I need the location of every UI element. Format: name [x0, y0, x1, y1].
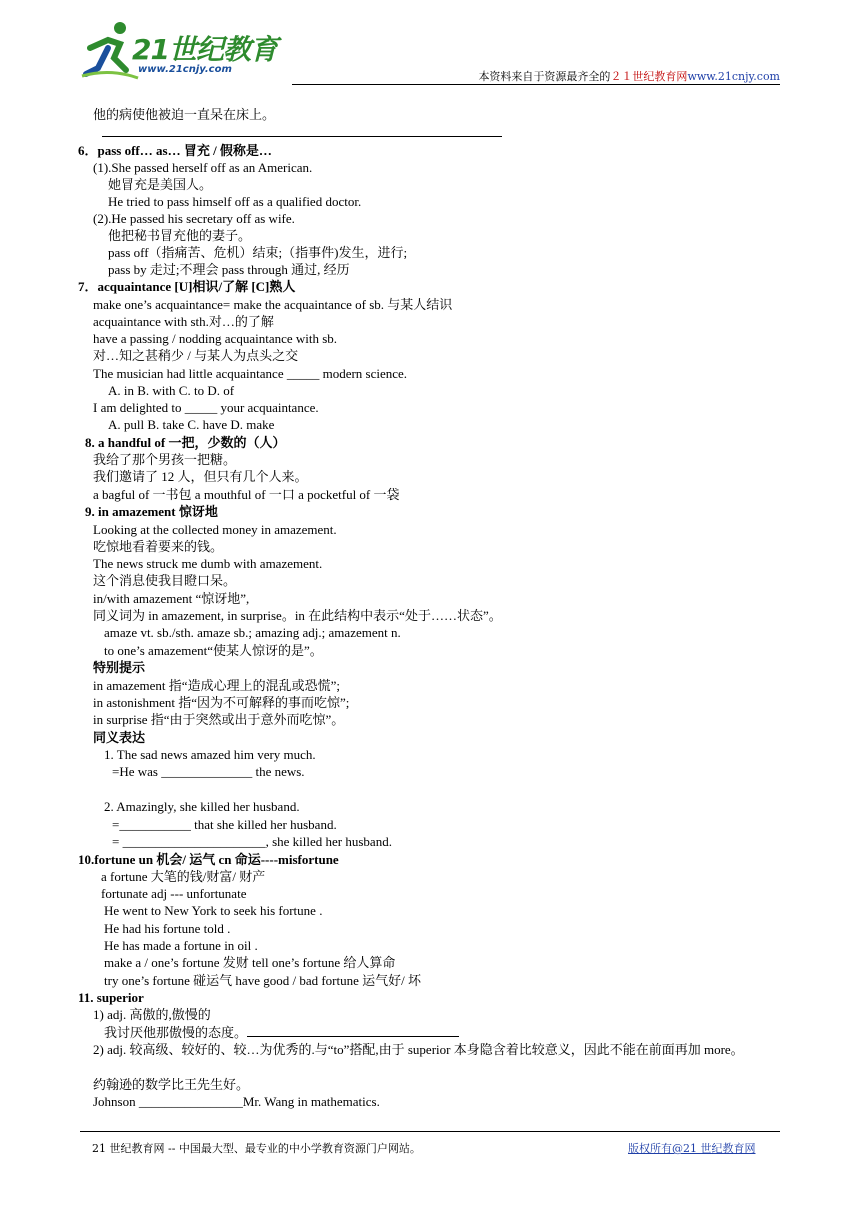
text-line: 他的病使他被迫一直呆在床上。 [93, 107, 276, 122]
options-line: A. in B. with C. to D. of [108, 383, 235, 398]
text-line: 1) adj. 高傲的,傲慢的 [93, 1007, 211, 1022]
text-line: 同义词为 in amazement, in surprise。in 在此结构中表示“处于……状态”。 [93, 608, 502, 623]
text-line: 2) adj. 较高级、较好的、较…为优秀的.与“to”搭配,由于 superior 本身隐含着比较意义，因此不能在前面再加 more。 [93, 1042, 744, 1057]
header-url-link[interactable]: www.21cnjy.com [687, 70, 780, 83]
text-line: (1).She passed herself off as an American. [93, 160, 313, 175]
question-line: Johnson ________________Mr. Wang in mathematics. [93, 1094, 380, 1109]
question-line: = ______________________, she killed her husband. [112, 834, 392, 849]
text-line: have a passing / nodding acquaintance with sb. [93, 331, 338, 346]
runner-logo-icon [80, 18, 140, 84]
question-line: I am delighted to _____ your acquaintance. [93, 400, 319, 415]
footer-copyright-link[interactable]: 版权所有@21 世纪教育网 [628, 1142, 756, 1155]
answer-blank [102, 124, 502, 141]
synonym-heading: 同义表达 [93, 730, 146, 745]
item-8-heading: 8. a handful of 一把，少数的（人） [85, 435, 286, 450]
footer-description: 21 世纪教育网 -- 中国最大型、最专业的中小学教育资源门户网站。 [92, 1142, 421, 1155]
text-line: He had his fortune told . [104, 921, 231, 936]
text-line: 这个消息使我目瞪口呆。 [93, 573, 237, 588]
text-line: in astonishment 指“因为不可解释的事而吃惊”; [93, 695, 350, 710]
item-6-heading: 6．pass off… as… 冒充 / 假称是… [78, 143, 272, 158]
text-line: in surprise 指“由于突然或出于意外而吃惊”。 [93, 712, 345, 727]
text-line: in amazement 指“造成心理上的混乱或恐慌”; [93, 678, 340, 693]
question-line: 2. Amazingly, she killed her husband. [104, 799, 300, 814]
question-line: 1. The sad news amazed him very much. [104, 747, 316, 762]
text-line: to one’s amazement“使某人惊讶的是”。 [104, 643, 323, 658]
text-line: 约翰逊的数学比王先生好。 [93, 1077, 250, 1092]
text-line: He has made a fortune in oil . [104, 938, 258, 953]
logo-text: 21世纪教育 [132, 33, 277, 66]
item-7-heading: 7．acquaintance [U]相识/了解 [C]熟人 [78, 279, 296, 294]
text-line: 我给了那个男孩一把糖。 [93, 452, 237, 467]
text-line: a bagful of 一书包 a mouthful of 一口 a pocketful of 一袋 [93, 487, 400, 502]
text-line: 吃惊地看着要来的钱。 [93, 539, 224, 554]
text-line: (2).He passed his secretary off as wife. [93, 211, 295, 226]
text-line: 对…知之甚稍少 / 与某人为点头之交 [93, 348, 299, 363]
item-10-heading: 10.fortune un 机会/ 运气 cn 命运----misfortune [78, 852, 339, 867]
text-line: 我们邀请了 12 人，但只有几个人来。 [93, 469, 308, 484]
text-line: 她冒充是美国人。 [108, 177, 213, 192]
header-notice: 本资料来自于资源最齐全的２１世纪教育网www.21cnjy.com [478, 70, 780, 83]
text-line: 我讨厌他那傲慢的态度。 [104, 1024, 459, 1041]
question-line: =___________ that she killed her husband. [112, 817, 337, 832]
text-line: The news struck me dumb with amazement. [93, 556, 323, 571]
text-line: in/with amazement “惊讶地”, [93, 591, 250, 606]
page-header [80, 18, 780, 86]
text-line: pass off（指痛苦、危机）结束;（指事件)发生，进行; [108, 245, 408, 260]
text-line: pass by 走过;不理会 pass through 通过, 经历 [108, 262, 350, 277]
text-line: 他把秘书冒充他的妻子。 [108, 228, 252, 243]
logo-url: www.21cnjy.com [138, 64, 232, 75]
special-note-heading: 特别提示 [93, 660, 146, 675]
footer-divider [80, 1131, 780, 1132]
text-line: fortunate adj --- unfortunate [101, 886, 247, 901]
text-line: a fortune 大笔的钱/财富/ 财产 [101, 869, 266, 884]
text-line: make a / one’s fortune 发财 tell one’s fortune 给人算命 [104, 955, 396, 970]
text-line: Looking at the collected money in amazement. [93, 522, 337, 537]
text-line: make one’s acquaintance= make the acquaintance of sb. 与某人结识 [93, 297, 453, 312]
text-line: try one’s fortune 碰运气 have good / bad fortune 运气好/ 坏 [104, 973, 421, 988]
text-line: He went to New York to seek his fortune . [104, 903, 323, 918]
header-divider [292, 84, 780, 85]
text-line: amaze vt. sb./sth. amaze sb.; amazing adj.; amazement n. [104, 625, 401, 640]
text-line: acquaintance with sth.对…的了解 [93, 314, 274, 329]
item-11-heading: 11. superior [78, 990, 144, 1005]
item-9-heading: 9. in amazement 惊讶地 [85, 504, 218, 519]
question-line: The musician had little acquaintance _____ modern science. [93, 366, 408, 381]
site-logo [80, 18, 280, 84]
text-line: He tried to pass himself off as a qualified doctor. [108, 194, 362, 209]
question-line: =He was ______________ the news. [112, 764, 305, 779]
options-line: A. pull B. take C. have D. make [108, 417, 275, 432]
